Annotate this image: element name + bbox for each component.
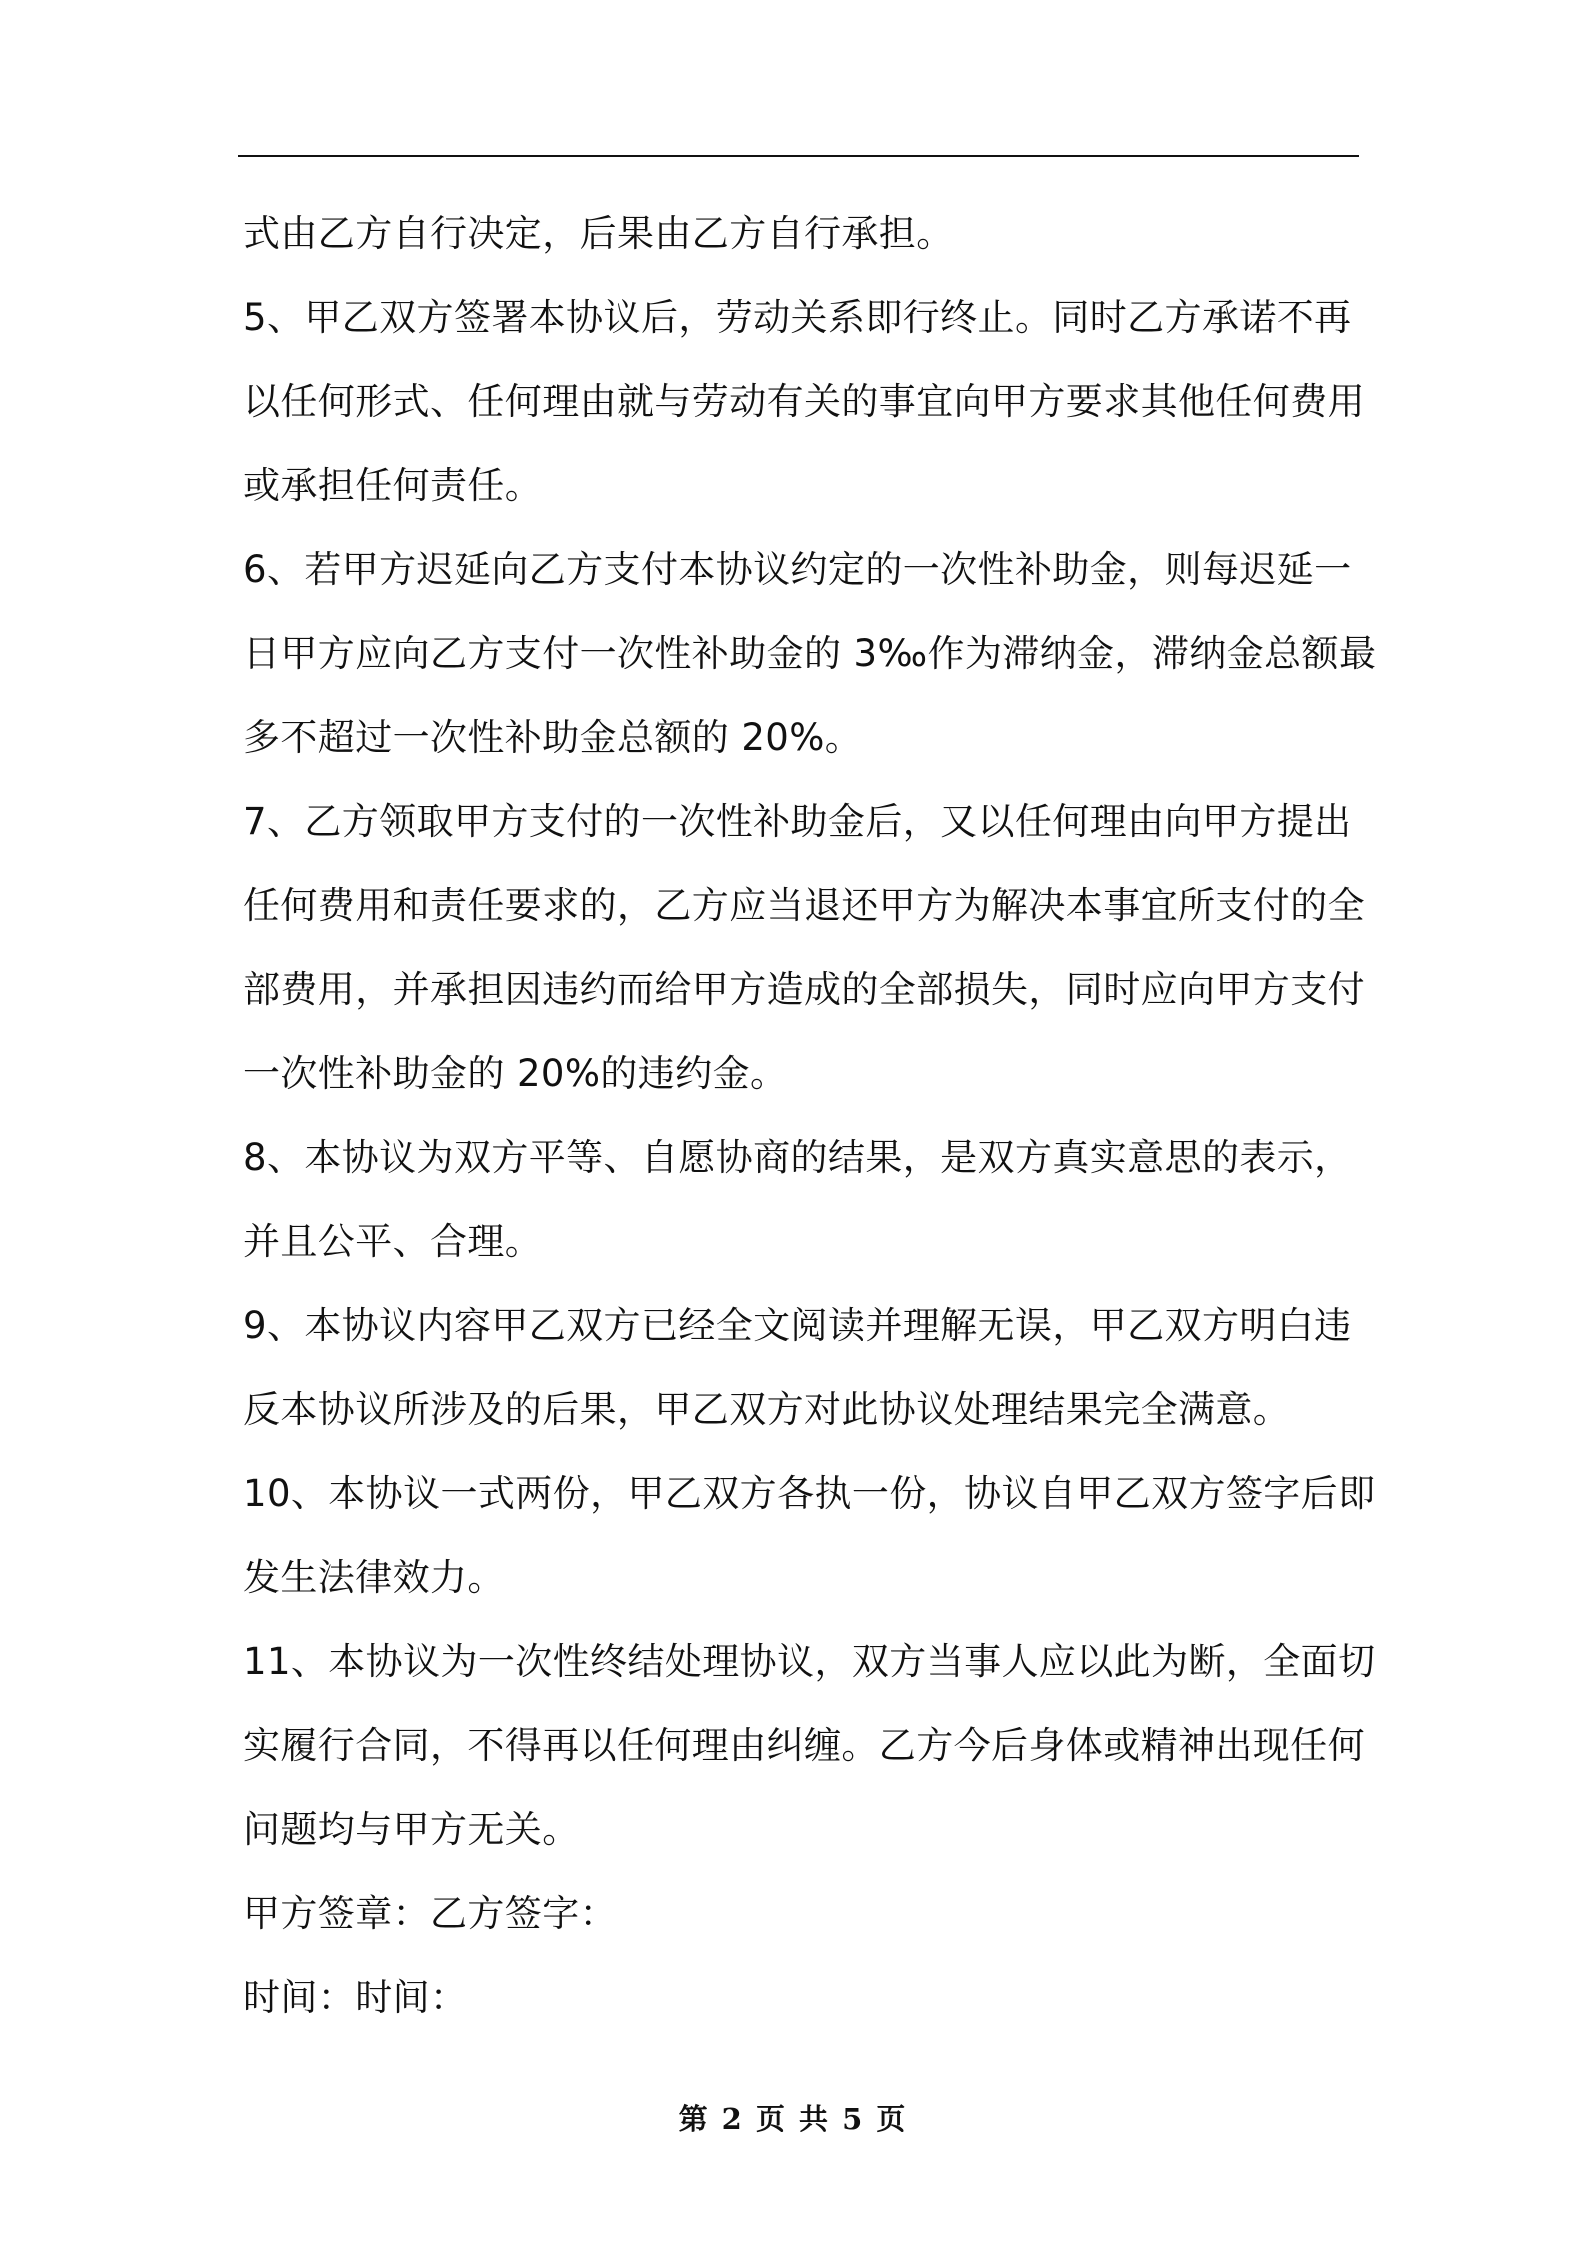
- clause-7-line: 部费用，并承担因违约而给甲方造成的全部损失，同时应向甲方支付: [243, 968, 1365, 1011]
- clause-6-line: 日甲方应向乙方支付一次性补助金的 3‰作为滞纳金，滞纳金总额最: [243, 632, 1377, 675]
- clause-6-line: 6、若甲方迟延向乙方支付本协议约定的一次性补助金，则每迟延一: [243, 548, 1352, 591]
- clause-5-line: 以任何形式、任何理由就与劳动有关的事宜向甲方要求其他任何费用: [243, 380, 1365, 423]
- date-line: 时间：时间：: [243, 1976, 468, 2019]
- text-line: 式由乙方自行决定，后果由乙方自行承担。: [243, 212, 954, 255]
- clause-5-line: 或承担任何责任。: [243, 464, 543, 507]
- clause-10-line: 10、本协议一式两份，甲乙双方各执一份，协议自甲乙双方签字后即: [243, 1472, 1376, 1515]
- clause-5-line: 5、甲乙双方签署本协议后，劳动关系即行终止。同时乙方承诺不再: [243, 296, 1352, 339]
- clause-7-line: 一次性补助金的 20%的违约金。: [243, 1052, 788, 1095]
- clause-10-line: 发生法律效力。: [243, 1556, 505, 1599]
- clause-11-line: 问题均与甲方无关。: [243, 1808, 580, 1851]
- clause-9-line: 反本协议所涉及的后果，甲乙双方对此协议处理结果完全满意。: [243, 1388, 1291, 1431]
- clause-11-line: 实履行合同，不得再以任何理由纠缠。乙方今后身体或精神出现任何: [243, 1724, 1365, 1767]
- clause-9-line: 9、本协议内容甲乙双方已经全文阅读并理解无误，甲乙双方明白违: [243, 1304, 1352, 1347]
- header-rule: [238, 155, 1359, 157]
- page-number: 第 2 页 共 5 页: [678, 2102, 908, 2136]
- clause-7-line: 7、乙方领取甲方支付的一次性补助金后，又以任何理由向甲方提出: [243, 800, 1352, 843]
- clause-8-line: 8、本协议为双方平等、自愿协商的结果，是双方真实意思的表示，: [243, 1136, 1352, 1179]
- clause-6-line: 多不超过一次性补助金总额的 20%。: [243, 716, 863, 759]
- clause-7-line: 任何费用和责任要求的，乙方应当退还甲方为解决本事宜所支付的全: [243, 884, 1365, 927]
- signature-line: 甲方签章：乙方签字：: [243, 1892, 617, 1935]
- document-body: [243, 192, 1377, 2040]
- clause-8-line: 并且公平、合理。: [243, 1220, 543, 1263]
- clause-11-line: 11、本协议为一次性终结处理协议，双方当事人应以此为断，全面切: [243, 1640, 1376, 1683]
